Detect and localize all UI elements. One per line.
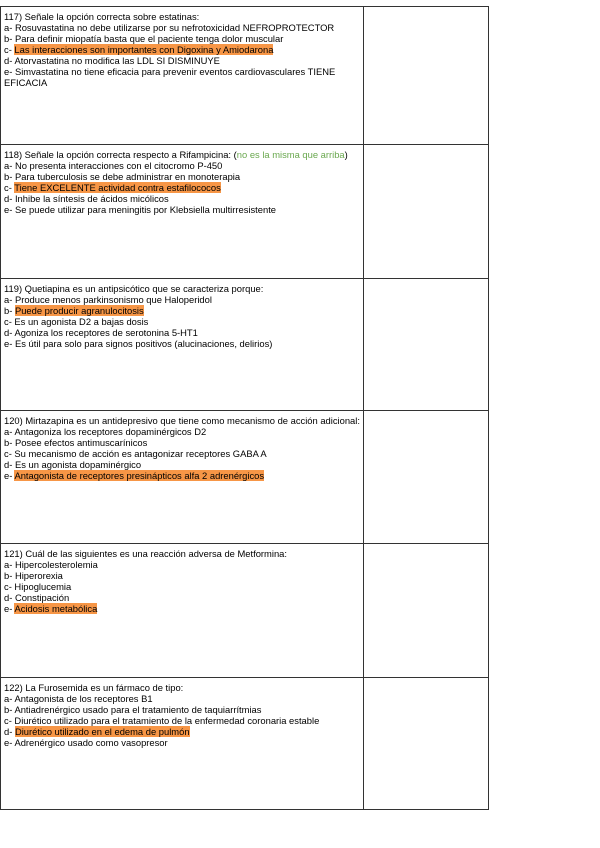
option-c: c- Tiene EXCELENTE actividad contra estafilococos xyxy=(4,182,221,193)
option-c: c- Hipoglucemia xyxy=(4,581,72,592)
option-e: e- Acidosis metabólica xyxy=(4,603,98,614)
option-b: b- Antiadrenérgico usado para el tratamiento de taquiarrítmias xyxy=(4,704,262,715)
option-d: d- Constipación xyxy=(4,592,70,603)
correct-answer-highlight: Antagonista de receptores presinápticos alfa 2 adrenérgicos xyxy=(14,470,265,481)
option-c: c- Las interacciones son importantes con Digoxina y Amiodarona xyxy=(4,44,274,55)
option-a: a- Rosuvastatina no debe utilizarse por su nefrotoxicidad NEFROPROTECTOR xyxy=(4,22,335,33)
question-row xyxy=(1,7,489,145)
correct-answer-highlight: Diurético utilizado en el edema de pulmón xyxy=(14,726,190,737)
question-row xyxy=(1,279,489,411)
option-a: a- Hipercolesterolemia xyxy=(4,559,98,570)
option-b: b- Posee efectos antimuscarínicos xyxy=(4,437,148,448)
option-e: e- Antagonista de receptores presinápticos alfa 2 adrenérgicos xyxy=(4,470,265,481)
annotation-note: no es la misma que arriba xyxy=(236,149,345,160)
option-b: b- Para definir miopatía basta que el paciente tenga dolor muscular xyxy=(4,33,284,44)
correct-answer-highlight: Puede producir agranulocitosis xyxy=(14,305,144,316)
question-stem: 122) La Furosemida es un fármaco de tipo: xyxy=(4,682,184,693)
question-stem: 121) Cuál de las siguientes es una reacción adversa de Metformina: xyxy=(4,548,287,559)
option-b: b- Puede producir agranulocitosis xyxy=(4,305,144,316)
option-c: c- Su mecanismo de acción es antagonizar receptores GABA A xyxy=(4,448,267,459)
option-a: a- Antagonista de los receptores B1 xyxy=(4,693,153,704)
option-d: d- Diurético utilizado en el edema de pulmón xyxy=(4,726,190,737)
option-a: a- Produce menos parkinsonismo que Haloperidol xyxy=(4,294,212,305)
answer-cell xyxy=(364,279,489,411)
option-e: e- Es útil para solo para signos positivos (alucinaciones, delirios) xyxy=(4,338,273,349)
question-stem: 119) Quetiapina es un antipsicótico que se caracteriza porque: xyxy=(4,283,264,294)
option-d: d- Inhibe la síntesis de ácidos micólicos xyxy=(4,193,169,204)
question-cell xyxy=(1,7,364,145)
option-d: d- Es un agonista dopaminérgico xyxy=(4,459,142,470)
option-b: b- Para tuberculosis se debe administrar en monoterapia xyxy=(4,171,241,182)
correct-answer-highlight: Tiene EXCELENTE actividad contra estafilococos xyxy=(14,182,221,193)
question-cell xyxy=(1,279,364,411)
option-b: b- Hiperorexia xyxy=(4,570,63,581)
question-row xyxy=(1,544,489,678)
correct-answer-highlight: Las interacciones son importantes con Digoxina y Amiodarona xyxy=(14,44,274,55)
question-cell xyxy=(1,544,364,678)
answer-cell xyxy=(364,145,489,279)
option-a: a- Antagoniza los receptores dopaminérgicos D2 xyxy=(4,426,207,437)
option-d: d- Atorvastatina no modifica las LDL SI DISMINUYE xyxy=(4,55,220,66)
question-stem: 118) Señale la opción correcta respecto a Rifampicina: (no es la misma que arriba) xyxy=(4,149,348,160)
option-e: e- Simvastatina no tiene eficacia para prevenir eventos cardiovasculares TIENE EFICACIA xyxy=(4,66,338,88)
answer-cell xyxy=(364,7,489,145)
question-row xyxy=(1,411,489,544)
option-e: e- Adrenérgico usado como vasopresor xyxy=(4,737,168,748)
question-cell xyxy=(1,145,364,279)
question-row xyxy=(1,678,489,810)
answer-cell xyxy=(364,544,489,678)
option-c: c- Diurético utilizado para el tratamiento de la enfermedad coronaria estable xyxy=(4,715,320,726)
correct-answer-highlight: Acidosis metabólica xyxy=(14,603,98,614)
question-row xyxy=(1,145,489,279)
option-c: c- Es un agonista D2 a bajas dosis xyxy=(4,316,149,327)
question-cell xyxy=(1,678,364,810)
question-stem: 120) Mirtazapina es un antidepresivo que tiene como mecanismo de acción adicional: xyxy=(4,415,360,426)
questions-table xyxy=(0,6,489,810)
answer-cell xyxy=(364,678,489,810)
option-a: a- No presenta interacciones con el citocromo P-450 xyxy=(4,160,223,171)
question-cell xyxy=(1,411,364,544)
question-stem: 117) Señale la opción correcta sobre estatinas: xyxy=(4,11,200,22)
option-e: e- Se puede utilizar para meningitis por Klebsiella multirresistente xyxy=(4,204,277,215)
option-d: d- Agoniza los receptores de serotonina 5-HT1 xyxy=(4,327,198,338)
answer-cell xyxy=(364,411,489,544)
